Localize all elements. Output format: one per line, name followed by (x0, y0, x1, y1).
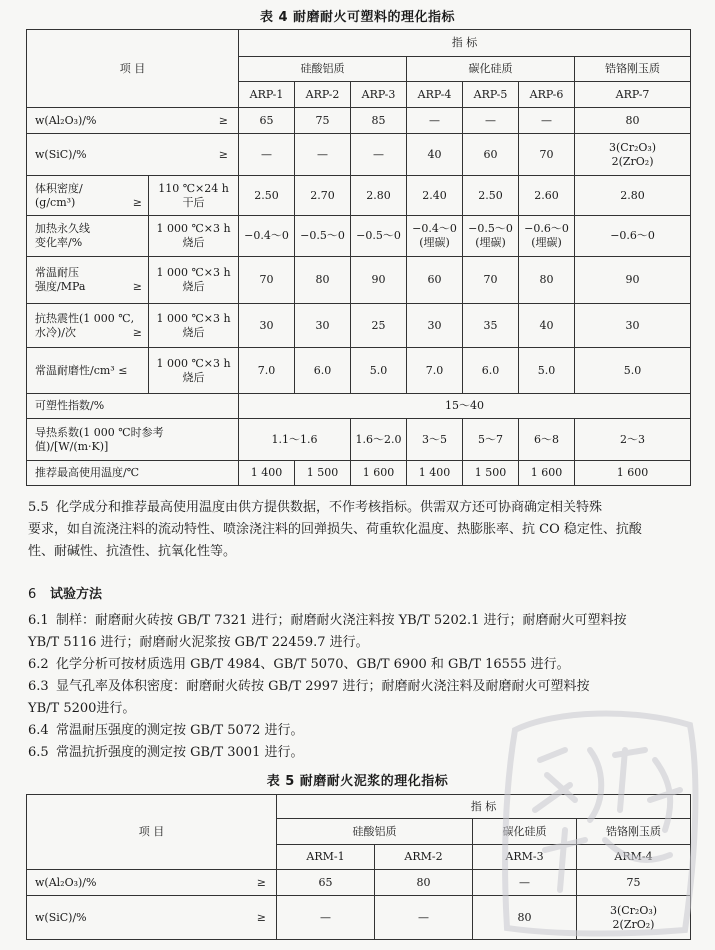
row-label: 导热系数(1 000 ℃时参考值)/[W/(m·K)] (27, 419, 239, 461)
table-row (27, 461, 691, 486)
table-cell: 1 400 (407, 461, 463, 486)
table-cell: — (375, 896, 473, 940)
table-cell: 70 (463, 257, 519, 304)
row-label: w(SiC)/% ≥ (27, 896, 277, 940)
table-row (27, 176, 691, 216)
table-cell: 40 (519, 304, 575, 348)
table-cell: −0.4～0 (239, 216, 295, 257)
table-cell: 1 600 (575, 461, 691, 486)
table-cell: — (277, 896, 375, 940)
table-cell: −0.4～0 (埋碳) (407, 216, 463, 257)
section-6-heading: 6 试验方法 (28, 587, 103, 602)
table-cell: 85 (351, 108, 407, 134)
table-cell: — (407, 108, 463, 134)
table-cell: 30 (407, 304, 463, 348)
table-cell: −0.6～0 (575, 216, 691, 257)
row-label: 抗热震性(1 000 ℃, 水冷)/次 ≥ (27, 304, 149, 348)
table-cell: 25 (351, 304, 407, 348)
clause-5-5: 5.5 化学成分和推荐最高使用温度由供方提供数据，不作考核指标。供需双方还可协商确定相关特殊 要求，如自流浇注料的流动特性、喷涂浇注料的回弹损失、荷重软化温度、热膨胀率、抗 CO 稳定性、抗酸 性、耐碱性、抗渣性、抗氧化性等。 (28, 500, 642, 559)
table-cell: 7.0 (407, 348, 463, 394)
table-cell: 15～40 (239, 394, 691, 419)
table-row (27, 304, 691, 348)
clause-6-1: 6.1 制样：耐磨耐火砖按 GB/T 7321 进行；耐磨耐火浇注料按 YB/T 5202.1 进行；耐磨耐火可塑料按 (28, 613, 627, 628)
table4-caption: 表 4 耐磨耐火可塑料的理化指标 (259, 10, 456, 25)
table-cell: 2.80 (351, 176, 407, 216)
table-cell: 2.60 (519, 176, 575, 216)
table4-item-header: 项 目 (27, 30, 239, 108)
table4-code: ARP-4 (407, 82, 463, 108)
table-cell: — (463, 108, 519, 134)
table-cell: 1.6～2.0 (351, 419, 407, 461)
clause-6-4: 6.4 常温耐压强度的测定按 GB/T 5072 进行。 (28, 723, 304, 738)
row-condition: 1 000 ℃×3 h 烧后 (149, 348, 239, 394)
table-cell: 6～8 (519, 419, 575, 461)
table-cell: 30 (239, 304, 295, 348)
table-cell: — (519, 108, 575, 134)
table4 (26, 29, 691, 486)
table-cell: 6.0 (295, 348, 351, 394)
table-cell: 35 (463, 304, 519, 348)
table-cell: 5.0 (351, 348, 407, 394)
table-cell: 1 500 (463, 461, 519, 486)
table-cell: 70 (519, 134, 575, 176)
row-label: 推荐最高使用温度/℃ (27, 461, 239, 486)
table-cell: 5.0 (575, 348, 691, 394)
table4-code: ARP-5 (463, 82, 519, 108)
table5-group: 锆铬刚玉质 (577, 819, 691, 845)
table-cell: 65 (277, 870, 375, 896)
table-cell: −0.5～0 (295, 216, 351, 257)
clause-6-5: 6.5 常温抗折强度的测定按 GB/T 3001 进行。 (28, 745, 304, 760)
table5 (26, 794, 691, 940)
row-label: w(Al₂O₃)/% ≥ (27, 870, 277, 896)
table-cell: 40 (407, 134, 463, 176)
table-cell: 65 (239, 108, 295, 134)
table-cell: 5～7 (463, 419, 519, 461)
table4-code: ARP-7 (575, 82, 691, 108)
table-cell: 3～5 (407, 419, 463, 461)
table-row (27, 870, 691, 896)
table5-code: ARM-2 (375, 845, 473, 870)
table4-indicator-header: 指 标 (239, 30, 691, 57)
table-cell: 80 (295, 257, 351, 304)
table5-code: ARM-3 (473, 845, 577, 870)
table-cell: 30 (575, 304, 691, 348)
table-row (27, 108, 691, 134)
table5-group: 碳化硅质 (473, 819, 577, 845)
table4-group: 碳化硅质 (407, 57, 575, 82)
table-cell: 1 400 (239, 461, 295, 486)
table-row (27, 216, 691, 257)
table-cell: 3(Cr₂O₃) 2(ZrO₂) (575, 134, 691, 176)
table-cell: 75 (577, 870, 691, 896)
table-cell: 30 (295, 304, 351, 348)
table-cell: 1 600 (519, 461, 575, 486)
clauses-6: 6.1 制样：耐磨耐火砖按 GB/T 7321 进行；耐磨耐火浇注料按 YB/T 5202.1 进行；耐磨耐火可塑料按 YB/T 5116 进行；耐磨耐火泥浆按 GB/T 22459.7 进行。 6.2 化学分析可按材质选用 GB/T 4984、GB/T 5070、GB/T 6900 和 GB/T 16555 进行。 6.3 显气孔率及体积密度：耐磨耐火砖按 GB/T 2997 进行；耐磨耐火浇注料及耐磨耐火可塑料按 YB/T 5200进行。 6.4 常温耐压强度的测定按 GB/T 5072 进行。 6.5 常温抗折强度的测定按 GB/T 3001 进行。 (28, 610, 688, 764)
table-cell: 80 (473, 896, 577, 940)
table5-code: ARM-1 (277, 845, 375, 870)
row-label: w(SiC)/% ≥ (27, 134, 239, 176)
table4-group: 锆铬刚玉质 (575, 57, 691, 82)
table-cell: 60 (407, 257, 463, 304)
row-condition: 1 000 ℃×3 h 烧后 (149, 216, 239, 257)
table-cell: 3(Cr₂O₃) 2(ZrO₂) (577, 896, 691, 940)
table-row (27, 348, 691, 394)
table-row (27, 134, 691, 176)
table4-group: 硅酸铝质 (239, 57, 407, 82)
table-cell: 1 500 (295, 461, 351, 486)
table4-code: ARP-1 (239, 82, 295, 108)
table-cell: 5.0 (519, 348, 575, 394)
table4-code: ARP-2 (295, 82, 351, 108)
table5-group: 硅酸铝质 (277, 819, 473, 845)
row-condition: 1 000 ℃×3 h 烧后 (149, 257, 239, 304)
row-label: 加热永久线 变化率/% (27, 216, 149, 257)
table-cell: 90 (575, 257, 691, 304)
table-cell: — (295, 134, 351, 176)
table-cell: 7.0 (239, 348, 295, 394)
clause-6-2: 6.2 化学分析可按材质选用 GB/T 4984、GB/T 5070、GB/T 6900 和 GB/T 16555 进行。 (28, 657, 570, 672)
table-cell: 75 (295, 108, 351, 134)
table-row (27, 896, 691, 940)
table-cell: 6.0 (463, 348, 519, 394)
table-row (27, 419, 691, 461)
table-cell: 80 (375, 870, 473, 896)
table-cell: 2～3 (575, 419, 691, 461)
table-row (27, 394, 691, 419)
row-condition: 1 000 ℃×3 h 烧后 (149, 304, 239, 348)
table-cell: 70 (239, 257, 295, 304)
table-cell: 1.1～1.6 (239, 419, 351, 461)
table-cell: — (351, 134, 407, 176)
table-cell: 80 (575, 108, 691, 134)
table-cell: 2.80 (575, 176, 691, 216)
table-cell: 2.70 (295, 176, 351, 216)
table-cell: 2.50 (463, 176, 519, 216)
row-label: 体积密度/ (g/cm³) ≥ (27, 176, 149, 216)
row-label: 常温耐磨性/cm³ ≤ (27, 348, 149, 394)
row-condition: 110 ℃×24 h 干后 (149, 176, 239, 216)
row-label: w(Al₂O₃)/% ≥ (27, 108, 239, 134)
table-cell: 60 (463, 134, 519, 176)
table-cell: — (473, 870, 577, 896)
table-cell: 1 600 (351, 461, 407, 486)
table5-item-header: 项 目 (27, 795, 277, 870)
table-cell: — (239, 134, 295, 176)
table5-caption: 表 5 耐磨耐火泥浆的理化指标 (266, 774, 449, 789)
table4-code: ARP-6 (519, 82, 575, 108)
table-cell: −0.6～0 (埋碳) (519, 216, 575, 257)
table5-code: ARM-4 (577, 845, 691, 870)
clause-6-3: 6.3 显气孔率及体积密度：耐磨耐火砖按 GB/T 2997 进行；耐磨耐火浇注料及耐磨耐火可塑料按 (28, 679, 590, 694)
table-row (27, 257, 691, 304)
table-cell: 80 (519, 257, 575, 304)
table-cell: −0.5～0 (351, 216, 407, 257)
table4-code: ARP-3 (351, 82, 407, 108)
row-label: 常温耐压 强度/MPa ≥ (27, 257, 149, 304)
table-cell: 90 (351, 257, 407, 304)
table5-indicator-header: 指 标 (277, 795, 691, 819)
table-cell: 2.50 (239, 176, 295, 216)
table-cell: 2.40 (407, 176, 463, 216)
table-cell: −0.5～0 (埋碳) (463, 216, 519, 257)
row-label: 可塑性指数/% (27, 394, 239, 419)
